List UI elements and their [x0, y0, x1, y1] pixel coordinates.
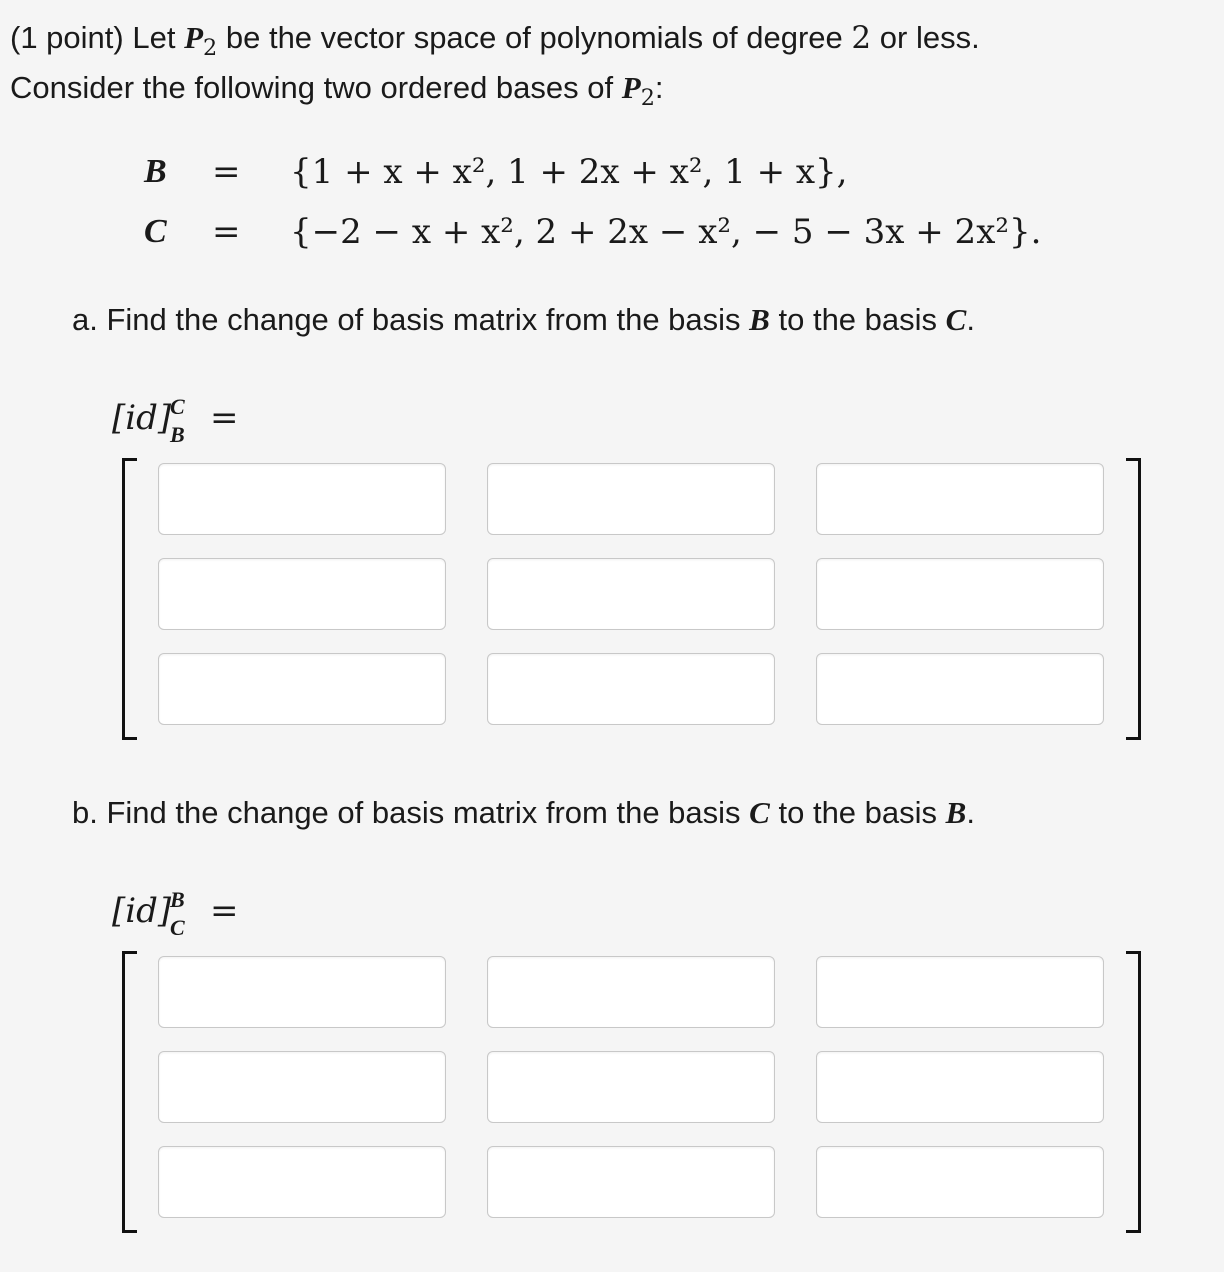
let-text: Let — [132, 20, 176, 55]
part-a-id-label: [id] C B = — [112, 394, 239, 447]
basis-b-symbol: B — [144, 153, 167, 190]
part-a-cell-r2c3[interactable] — [816, 558, 1104, 630]
part-a-cell-r3c3[interactable] — [816, 653, 1104, 725]
part-b-cell-r2c3[interactable] — [816, 1051, 1104, 1123]
part-a-cell-r1c2[interactable] — [487, 463, 775, 535]
part-b-cell-r3c2[interactable] — [487, 1146, 775, 1218]
basis-b-expression: {1 + x + x², 1 + 2x + x², 1 + x}, — [290, 152, 848, 192]
part-a-cell-r2c2[interactable] — [487, 558, 775, 630]
basis-c-symbol: C — [144, 213, 167, 250]
space-symbol-2: $P_2$ — [621, 70, 655, 111]
part-b-cell-r1c1[interactable] — [158, 956, 446, 1028]
part-b-cell-r3c1[interactable] — [158, 1146, 446, 1218]
intro-line-2 — [10, 70, 664, 111]
part-a-question: a. Find the change of basis matrix from the basis B to the basis C. — [72, 302, 975, 337]
part-b-cell-r1c3[interactable] — [816, 956, 1104, 1028]
part-b-cell-r2c2[interactable] — [487, 1051, 775, 1123]
part-b-cell-r3c3[interactable] — [816, 1146, 1104, 1218]
space-symbol: $P_2$ — [184, 20, 218, 61]
consider-text: Consider the following two ordered bases of — [10, 70, 614, 105]
colon: : — [654, 70, 664, 105]
part-a-cell-r1c1[interactable] — [158, 463, 446, 535]
part-b-left-bracket — [122, 951, 137, 1233]
points-label: (1 point) — [10, 20, 124, 55]
basis-c-equals: = — [212, 212, 241, 252]
part-a-cell-r1c3[interactable] — [816, 463, 1104, 535]
part-b-cell-r1c2[interactable] — [487, 956, 775, 1028]
basis-c-expression: {−2 − x + x², 2 + 2x − x², − 5 − 3x + 2x²}. — [290, 212, 1042, 252]
be-text: be the vector space of polynomials of degree — [225, 20, 843, 55]
or-less-text: or less. — [879, 20, 980, 55]
basis-b-equals: = — [212, 152, 241, 192]
part-a-cell-r2c1[interactable] — [158, 558, 446, 630]
intro-line-1 — [10, 20, 980, 61]
degree-value: 2 — [851, 20, 872, 56]
part-b-cell-r2c1[interactable] — [158, 1051, 446, 1123]
part-a-right-bracket — [1126, 458, 1141, 740]
part-a-left-bracket — [122, 458, 137, 740]
part-b-question: b. Find the change of basis matrix from the basis C to the basis B. — [72, 795, 975, 830]
part-a-cell-r3c1[interactable] — [158, 653, 446, 725]
part-a-cell-r3c2[interactable] — [487, 653, 775, 725]
part-b-right-bracket — [1126, 951, 1141, 1233]
part-b-id-label: [id] B C = — [112, 887, 239, 940]
